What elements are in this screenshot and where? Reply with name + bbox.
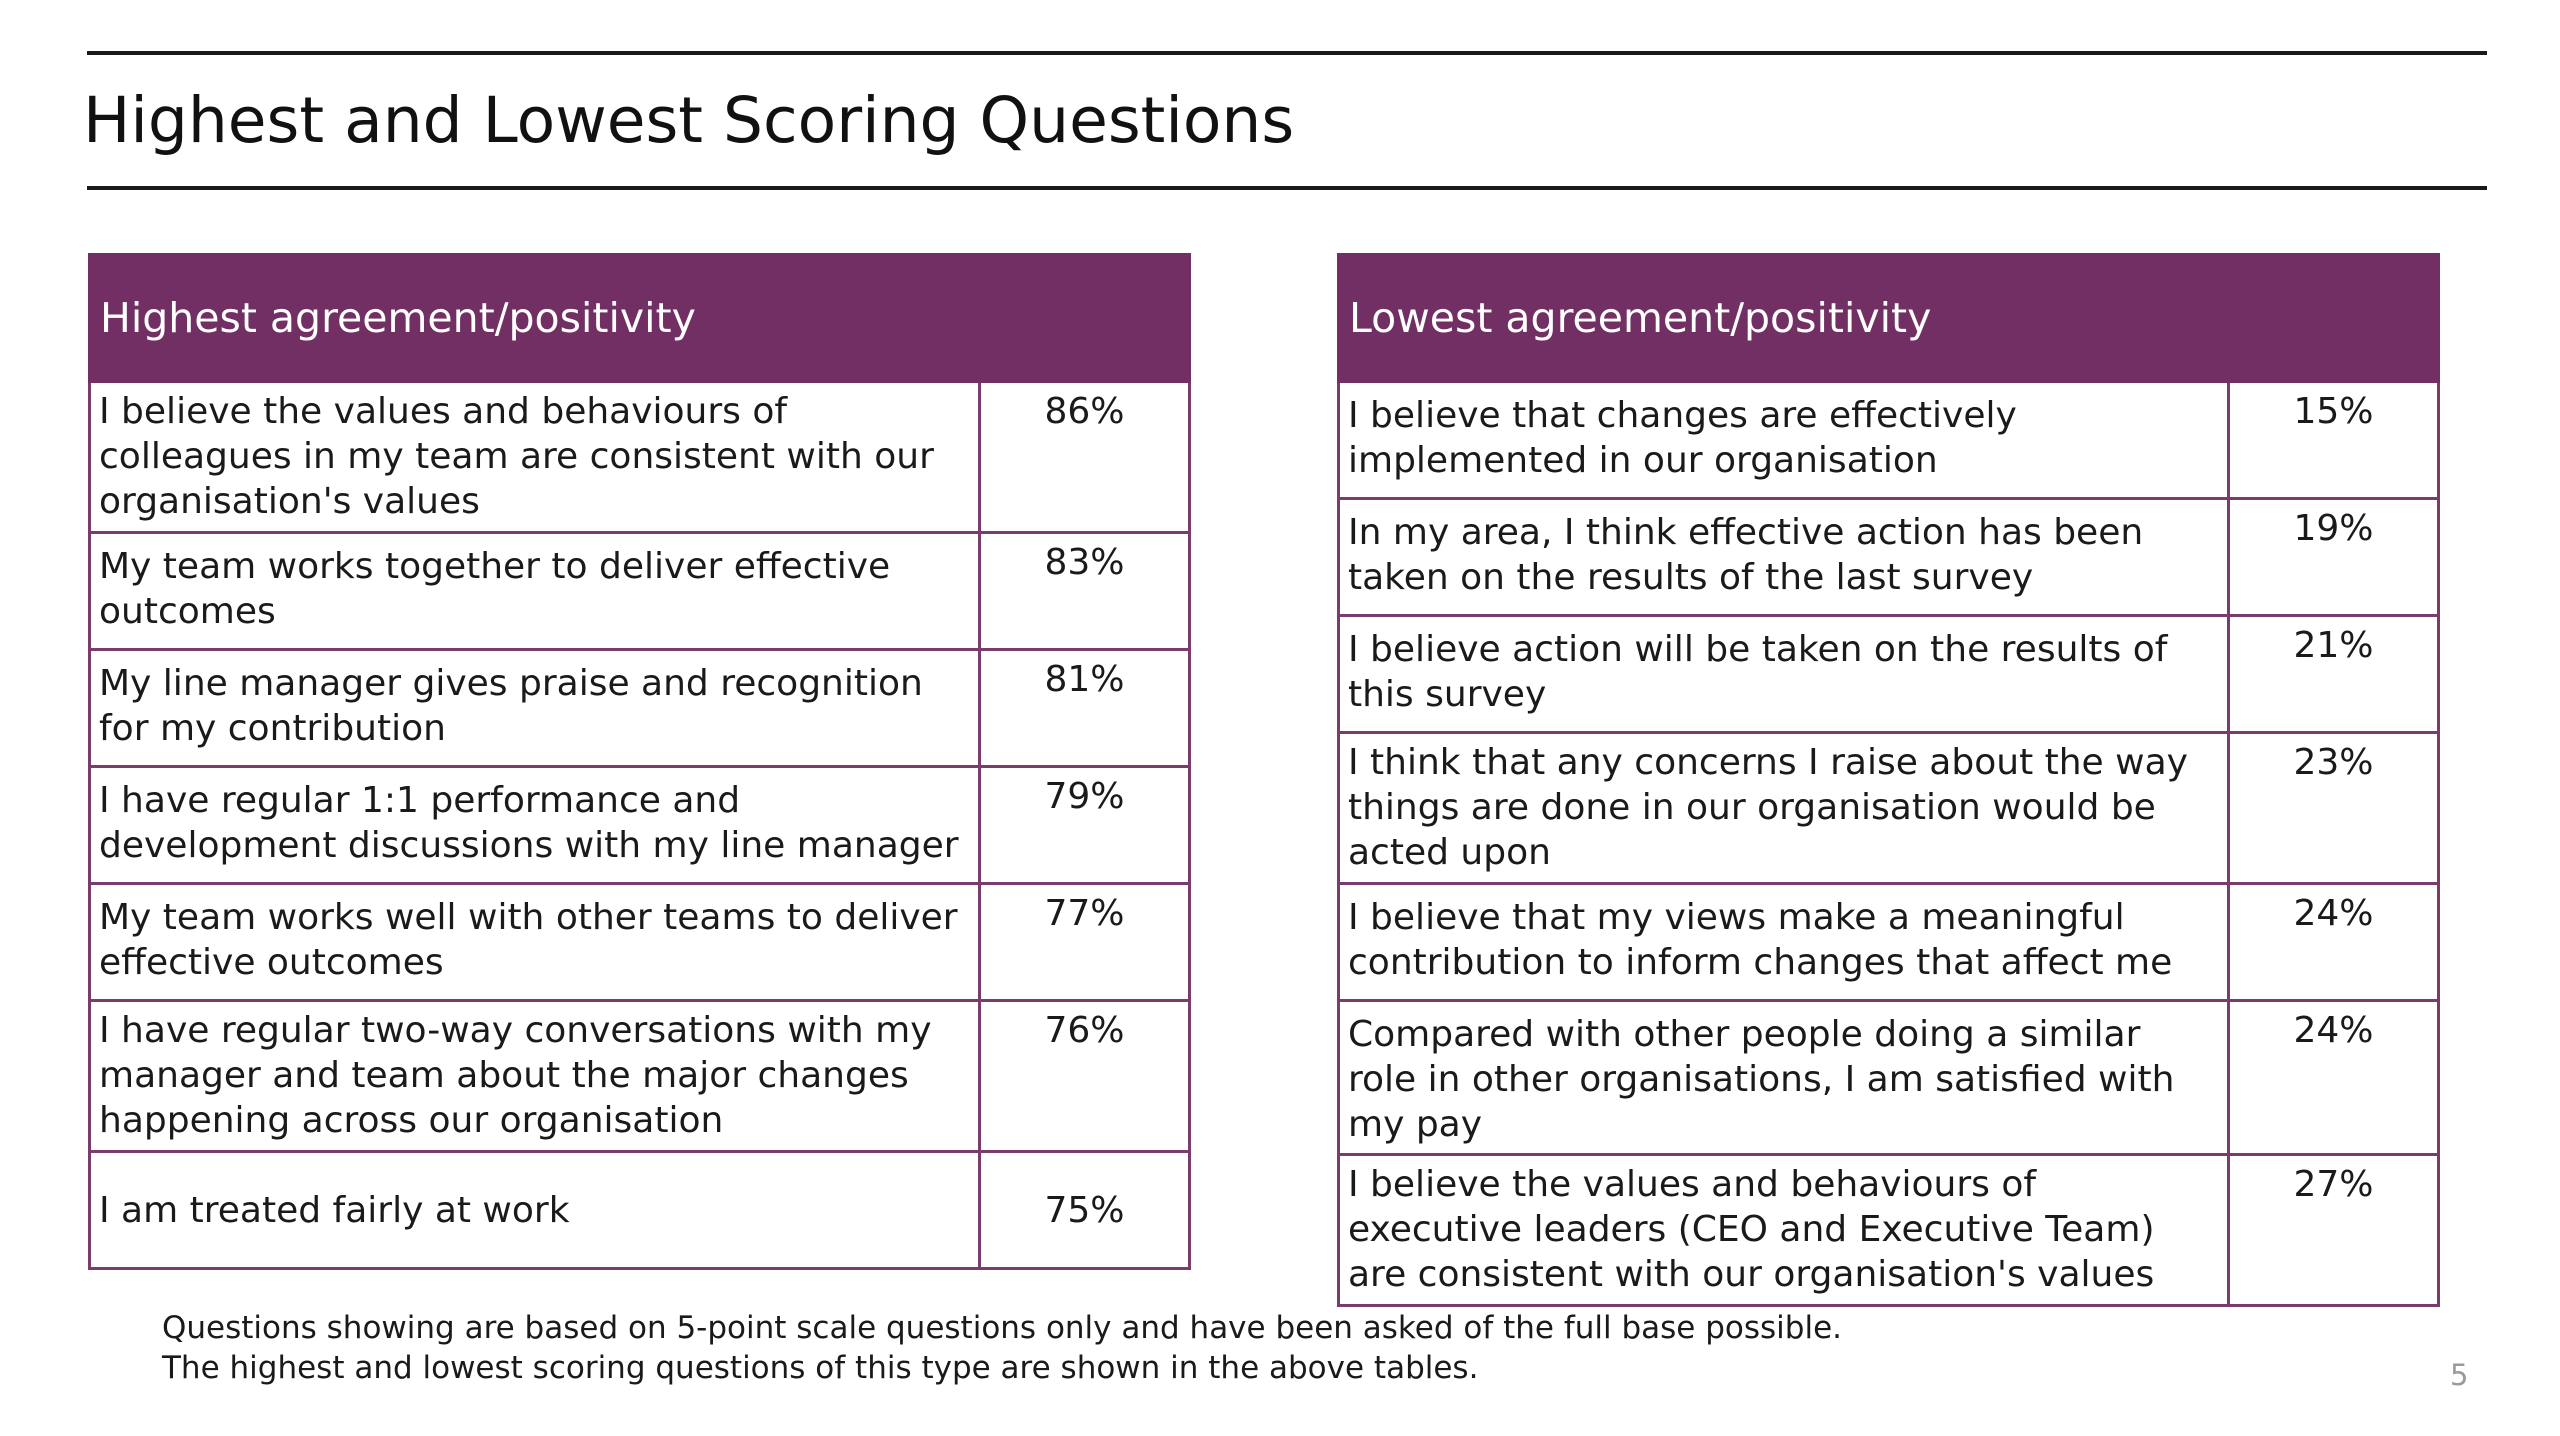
percent-value: 21% (2229, 616, 2439, 733)
table-row (90, 767, 1190, 884)
footnote-line-1: Questions showing are based on 5-point scale questions only and have been asked of the full base possible. (162, 1310, 1843, 1346)
percent-value: 27% (2229, 1155, 2439, 1306)
highest-agreement-table (88, 253, 1191, 1270)
table-row (90, 533, 1190, 650)
table-row (1339, 499, 2439, 616)
table-row (1339, 884, 2439, 1001)
lowest-agreement-table (1337, 253, 2440, 1307)
question-text: I believe the values and behaviours of executive leaders (CEO and Executive Team) are consistent with our organisation's values (1339, 1155, 2229, 1306)
table-row (1339, 1155, 2439, 1306)
table-row (90, 1152, 1190, 1269)
percent-value: 24% (2229, 884, 2439, 1001)
percent-value: 83% (980, 533, 1190, 650)
table-row (90, 884, 1190, 1001)
question-text: I think that any concerns I raise about the way things are done in our organisation would be acted upon (1339, 733, 2229, 884)
percent-value: 79% (980, 767, 1190, 884)
highest-table-header: Highest agreement/positivity (90, 255, 1190, 382)
table-row (90, 650, 1190, 767)
percent-value: 15% (2229, 382, 2439, 499)
question-text: I believe the values and behaviours of colleagues in my team are consistent with our organisation's values (90, 382, 980, 533)
question-text: Compared with other people doing a similar role in other organisations, I am satisfied with my pay (1339, 1001, 2229, 1155)
question-text: My team works well with other teams to deliver effective outcomes (90, 884, 980, 1001)
question-text: My team works together to deliver effective outcomes (90, 533, 980, 650)
percent-value: 81% (980, 650, 1190, 767)
table-row (90, 382, 1190, 533)
title-top-rule (87, 51, 2487, 55)
table-row (1339, 733, 2439, 884)
percent-value: 86% (980, 382, 1190, 533)
question-text: I am treated fairly at work (90, 1152, 980, 1269)
question-text: My line manager gives praise and recognition for my contribution (90, 650, 980, 767)
percent-value: 19% (2229, 499, 2439, 616)
percent-value: 76% (980, 1001, 1190, 1152)
question-text: I have regular two-way conversations with my manager and team about the major changes happening across our organisation (90, 1001, 980, 1152)
table-row (1339, 1001, 2439, 1155)
question-text: I have regular 1:1 performance and development discussions with my line manager (90, 767, 980, 884)
percent-value: 77% (980, 884, 1190, 1001)
question-text: In my area, I think effective action has been taken on the results of the last survey (1339, 499, 2229, 616)
lowest-table-header: Lowest agreement/positivity (1339, 255, 2439, 382)
question-text: I believe that changes are effectively implemented in our organisation (1339, 382, 2229, 499)
question-text: I believe action will be taken on the results of this survey (1339, 616, 2229, 733)
footnote (162, 1308, 1842, 1388)
table-row (90, 1001, 1190, 1152)
table-row (1339, 382, 2439, 499)
title-bottom-rule (87, 186, 2487, 190)
table-row (1339, 616, 2439, 733)
page-number: 5 (2450, 1358, 2469, 1392)
percent-value: 23% (2229, 733, 2439, 884)
percent-value: 24% (2229, 1001, 2439, 1155)
footnote-line-2: The highest and lowest scoring questions of this type are shown in the above tables. (162, 1350, 1479, 1386)
page-title: Highest and Lowest Scoring Questions (83, 84, 1295, 157)
question-text: I believe that my views make a meaningful contribution to inform changes that affect me (1339, 884, 2229, 1001)
percent-value: 75% (980, 1152, 1190, 1269)
